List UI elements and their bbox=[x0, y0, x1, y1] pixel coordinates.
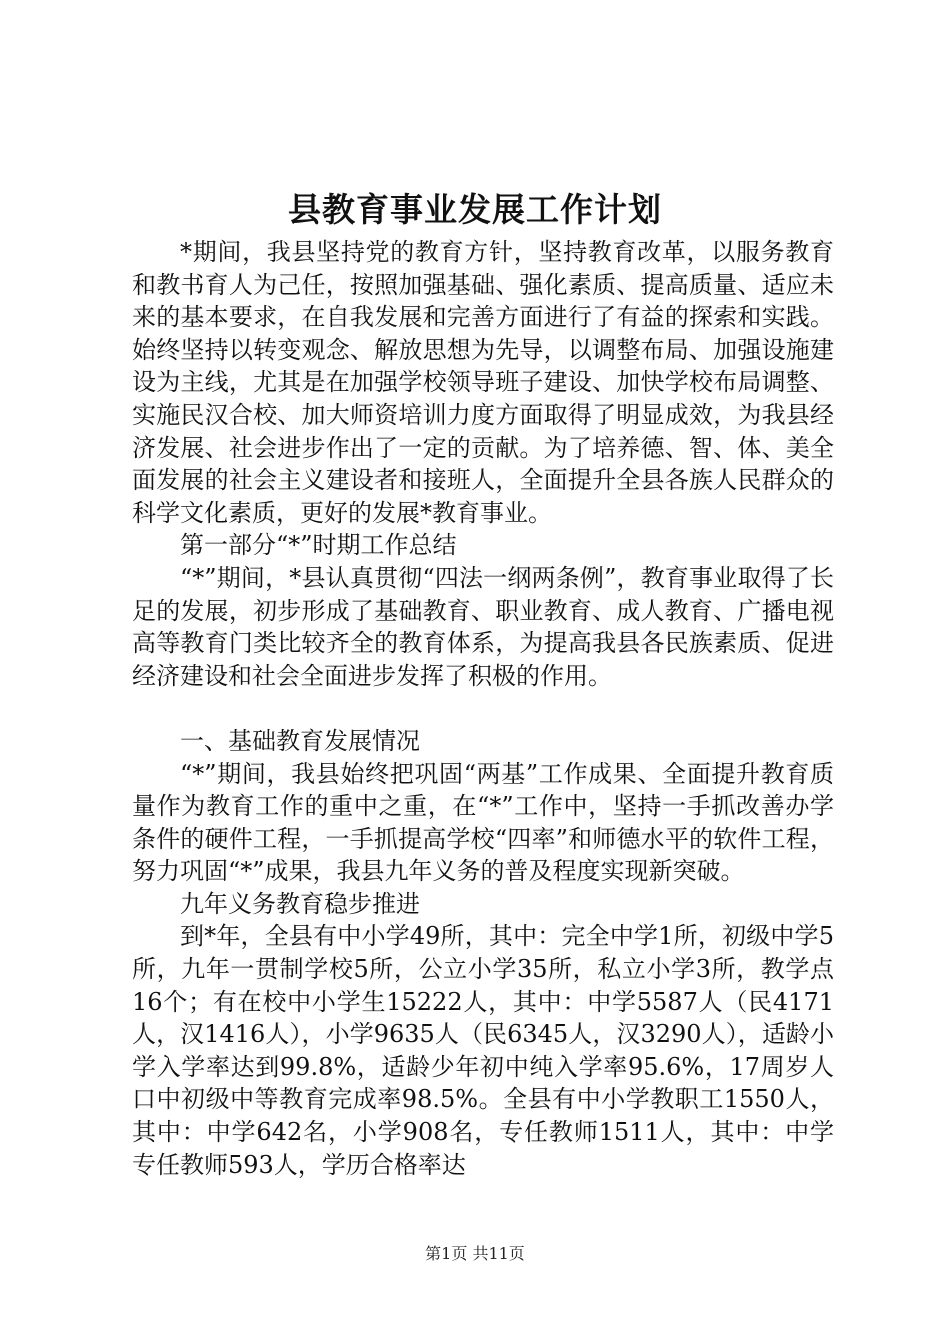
part1-paragraph: “*”期间，*县认真贯彻“四法一纲两条例”，教育事业取得了长足的发展，初步形成了基础教育、职业教育、成人教育、广播电视高等教育门类比较齐全的教育体系，为提高我县各民族素质、促进经济建设和社会全面进步发挥了积极的作用。 bbox=[132, 563, 834, 690]
document-title: 县教育事业发展工作计划 bbox=[288, 190, 662, 229]
document-body bbox=[132, 236, 834, 1181]
intro-paragraph: *期间，我县坚持党的教育方针，坚持教育改革，以服务教育和教书育人为己任，按照加强基础、强化素质、提高质量、适应未来的基本要求，在自我发展和完善方面进行了有益的探索和实践。始终坚持以转变观念、解放思想为先导，以调整布局、加强设施建设为主线，尤其是在加强学校领导班子建设、加快学校布局调整、实施民汉合校、加大师资培训力度方面取得了明显成效，为我县经济发展、社会进步作出了一定的贡献。为了培养德、智、体、美全面发展的社会主义建设者和接班人，全面提升全县各族人民群众的科学文化素质，更好的发展*教育事业。 bbox=[132, 238, 834, 527]
subsection-heading: 九年义务教育稳步推进 bbox=[180, 889, 420, 918]
subsection-paragraph: 到*年，全县有中小学49所，其中：完全中学1所，初级中学5所，九年一贯制学校5所，公立小学35所，私立小学3所，教学点16个；有在校中小学生15222人，其中：中学5587人（民4171人，汉1416人），小学9635人（民6345人，汉3290人），适龄小学入学率达到99.8%，适龄少年初中纯入学率95.6%，17周岁人口中初级中等教育完成率98.5%。全县有中小学教职工1550人，其中：中学642名，小学908名，专任教师1511人，其中：中学专任教师593人，学历合格率达 bbox=[132, 922, 834, 1179]
section1-heading: 一、基础教育发展情况 bbox=[180, 726, 420, 755]
page-footer: 第1页 共11页 bbox=[425, 1244, 525, 1263]
section1-paragraph: “*”期间，我县始终把巩固“两基”工作成果、全面提升教育质量作为教育工作的重中之重，在“*”工作中，坚持一手抓改善办学条件的硬件工程，一手抓提高学校“四率”和师德水平的软件工程，努力巩固“*”成果，我县九年义务的普及程度实现新突破。 bbox=[132, 759, 834, 886]
blank-line bbox=[132, 692, 834, 725]
part1-heading: 第一部分“*”时期工作总结 bbox=[180, 531, 457, 560]
